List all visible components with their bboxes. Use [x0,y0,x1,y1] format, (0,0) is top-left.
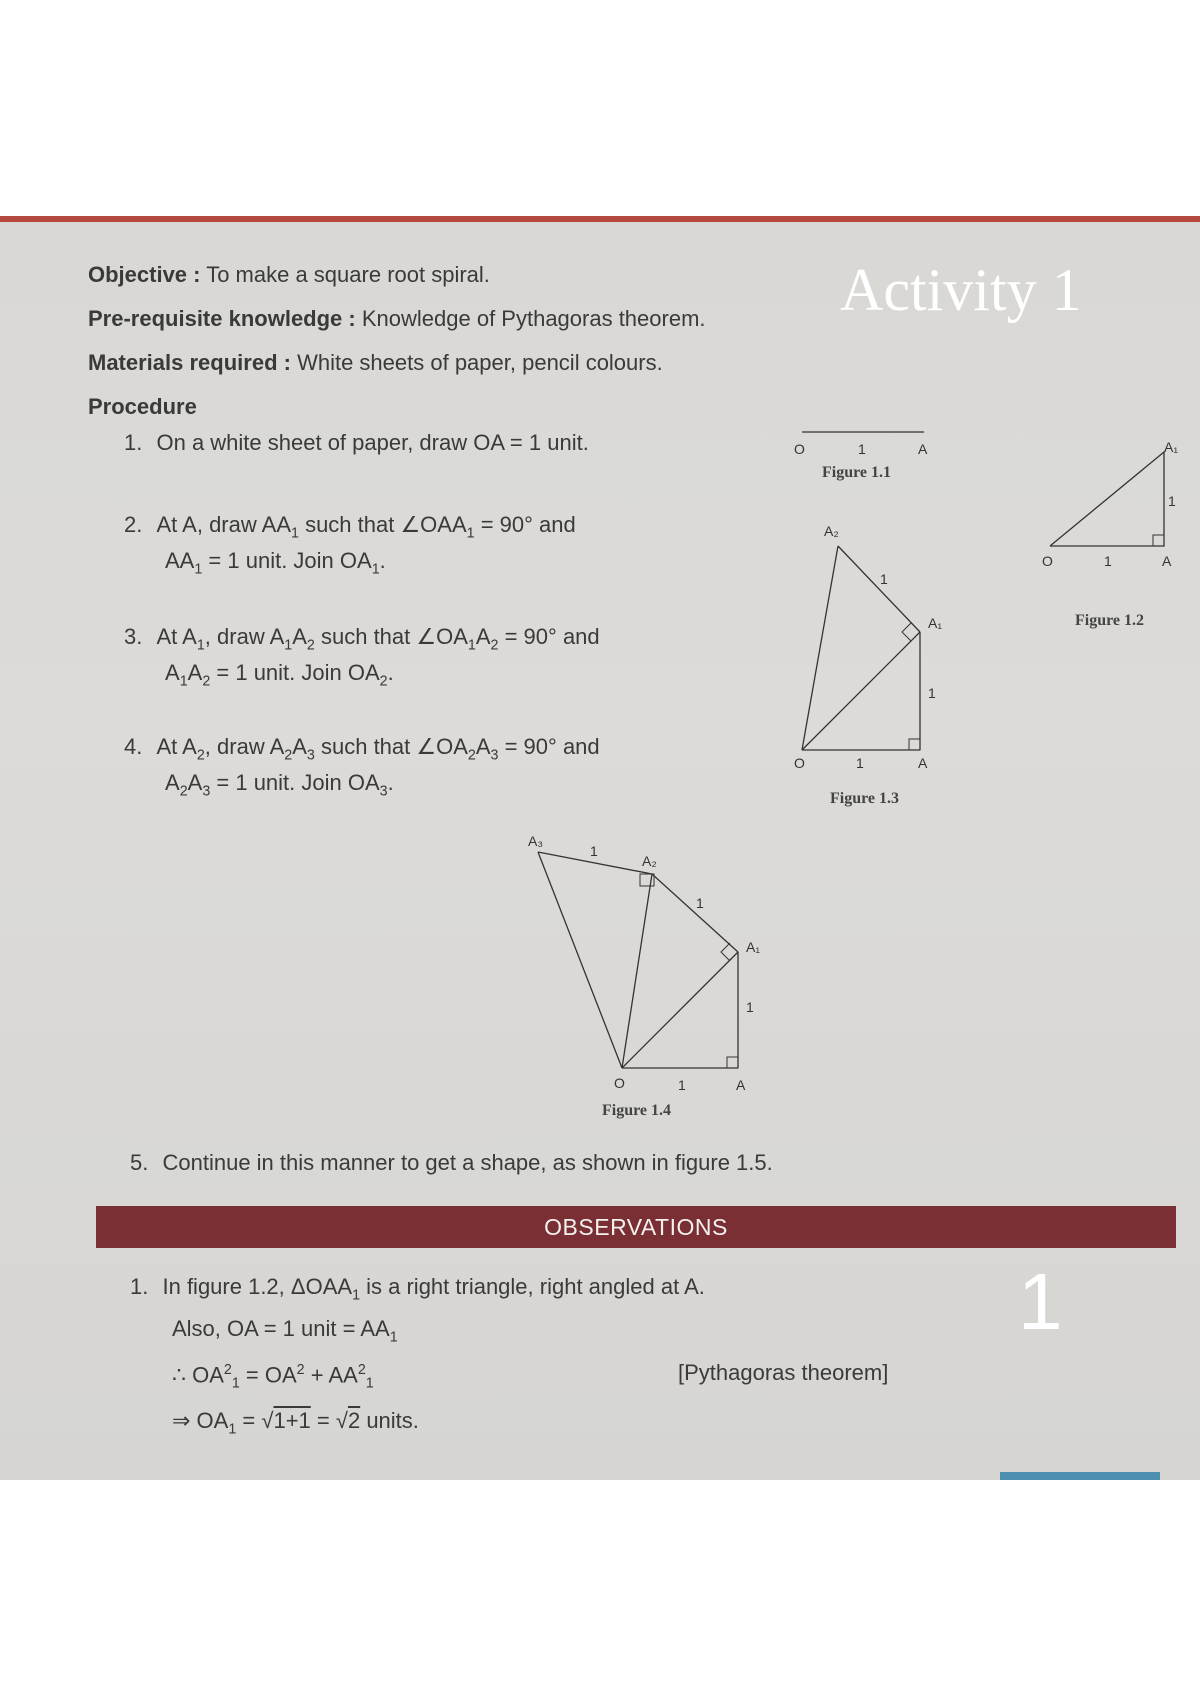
objective-label: Objective : [88,262,201,287]
step-number: 4. [124,734,143,759]
label-O: O [794,441,805,457]
observations-band [96,1206,1176,1248]
step-text: At $A_2$, draw $A_2A_3$ such that $\angle OA_2A_3 = 90^\circ$ and [156,734,600,764]
step-4-cont: $A_2A_3 = 1$ unit. Join $OA_3$. [165,770,394,800]
svg-text:A: A [1162,553,1172,569]
materials-text: White sheets of paper, pencil colours. [297,350,663,375]
svg-text:1: 1 [746,999,754,1015]
svg-text:O: O [1042,553,1053,569]
step-number: 1. [124,430,143,455]
figure-1-3 [790,516,960,776]
svg-text:A₁: A₁ [746,939,761,955]
observation-text: In figure 1.2, $\Delta OAA_1$ is a right triangle, right angled at A. [162,1274,705,1304]
svg-text:1: 1 [856,755,864,771]
svg-text:A₁: A₁ [1164,442,1179,455]
observation-1-line-4: ⇒ $OA_1 = √1+1 = √2$ units. [172,1408,419,1438]
activity-title: Activity 1 [840,257,1082,323]
svg-text:1: 1 [1168,493,1176,509]
figure-1-4 [520,816,780,1096]
prereq-line [88,306,706,332]
svg-text:1: 1 [590,843,598,859]
step-5 [130,1150,773,1176]
book-page [0,216,1200,1480]
svg-text:A₂: A₂ [642,853,657,869]
materials-label: Materials required : [88,350,291,375]
svg-text:A: A [918,755,928,771]
objective-text: To make a square root spiral. [206,262,490,287]
figure-1-2 [1040,442,1180,572]
step-4 [124,734,600,763]
observations-heading: OBSERVATIONS [544,1214,728,1240]
svg-text:O: O [614,1075,625,1091]
procedure-heading: Procedure [88,394,197,419]
svg-text:O: O [794,755,805,771]
step-text: Continue in this manner to get a shape, as shown in figure 1.5. [162,1150,773,1175]
svg-text:1: 1 [696,895,704,911]
figure-1-2-caption: Figure 1.2 [1075,612,1145,629]
observation-1-line-2: Also, OA = 1 unit = $AA_1$ [172,1316,398,1346]
step-number: 3. [124,624,143,649]
svg-text:1: 1 [928,685,936,701]
page-number: 1 [1018,1257,1063,1346]
materials-line [88,350,663,376]
step-number: 2. [124,512,143,537]
figure-1-3-caption: Figure 1.3 [830,790,900,807]
svg-text:A₃: A₃ [528,833,544,849]
pythagoras-note: [Pythagoras theorem] [678,1360,889,1385]
step-text: At $A_1$, draw $A_1A_2$ such that $\angle OA_1A_2 = 90^\circ$ and [156,624,600,654]
svg-text:1: 1 [880,571,888,587]
svg-text:A₂: A₂ [824,523,839,539]
units-label: units. [366,1408,419,1433]
label-1: 1 [858,441,866,457]
svg-text:1: 1 [678,1077,686,1093]
label-A: A [918,441,928,457]
prereq-text: Knowledge of Pythagoras theorem. [361,306,706,331]
observation-1-line-3: ∴ $OA^2_1 = OA^2 + AA^2_1$ [172,1362,374,1392]
svg-text:A: A [736,1077,746,1093]
step-3-cont: $A_1A_2 = 1$ unit. Join $OA_2$. [165,660,394,690]
observation-number: 1. [130,1274,149,1299]
step-3 [124,624,600,653]
figure-1-1-caption: Figure 1.1 [822,464,892,481]
step-2 [124,512,576,541]
svg-text:1: 1 [1104,553,1112,569]
observation-1 [130,1274,705,1303]
step-text: At A, draw $AA_1$ such that $\angle OAA_1 = 90^\circ$ and [156,512,576,542]
prereq-label: Pre-requisite knowledge : [88,306,356,331]
step-number: 5. [130,1150,149,1175]
svg-text:A₁: A₁ [928,615,943,631]
figure-1-4-caption: Figure 1.4 [602,1102,672,1119]
step-1 [124,430,589,456]
step-2-cont: $AA_1 = 1$ unit. Join $OA_1$. [165,548,386,578]
blue-strip [1000,1472,1160,1480]
step-text: On a white sheet of paper, draw OA = 1 unit. [156,430,589,455]
objective-line [88,262,490,288]
figure-1-1 [790,424,940,464]
